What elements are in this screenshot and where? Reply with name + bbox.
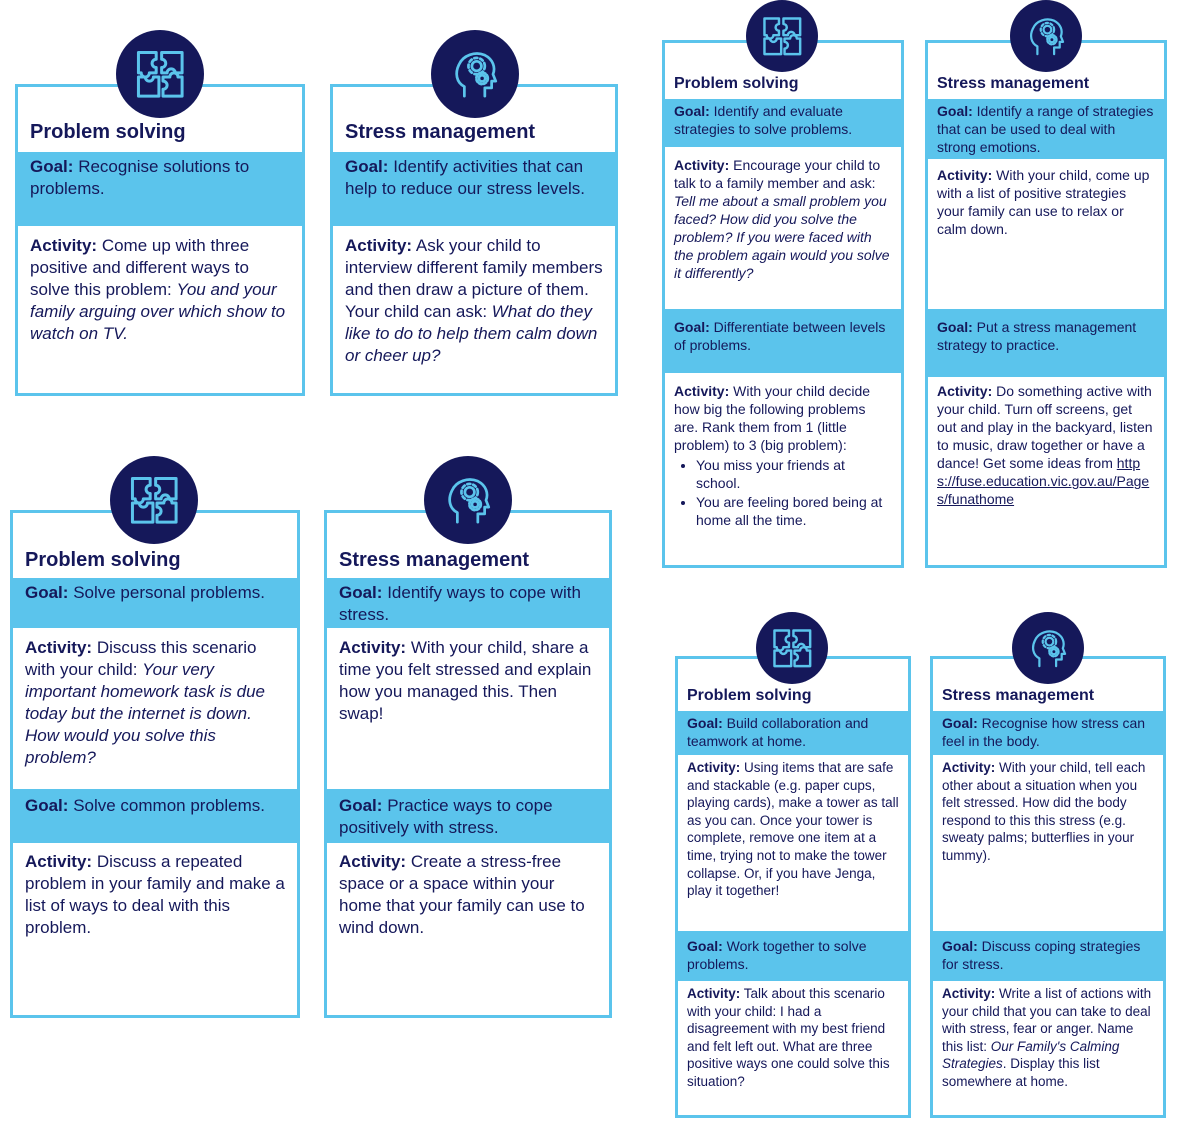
- card-title: Stress management: [339, 549, 530, 571]
- activity-block: [678, 757, 908, 927]
- goal-block: [665, 99, 901, 147]
- activity-questions: Tell me about a small problem you faced? How did you solve the problem? If you were faced with the problem again would you solve it differently?: [674, 193, 890, 281]
- activity-label: Activity:: [937, 383, 993, 399]
- activity-question: What do they like to do to help them calm down or cheer up?: [345, 302, 598, 365]
- puzzle-icon: [746, 0, 818, 72]
- goal-label: Goal:: [687, 938, 723, 954]
- list-item: • You miss your friends at school.: [696, 456, 892, 492]
- goal-block: [933, 711, 1163, 755]
- goal-block-2: [678, 931, 908, 981]
- goal-label: Goal:: [339, 583, 383, 602]
- activity-label: Activity:: [942, 986, 996, 1001]
- goal-text: Work together to solve problems.: [687, 938, 867, 972]
- card-title: Stress management: [345, 121, 536, 143]
- card-title: Problem solving: [674, 75, 799, 92]
- activity-scenario: You and your family arguing over which show to watch on TV.: [30, 280, 286, 343]
- goal-label: Goal:: [942, 938, 978, 954]
- activity-text: Ask your child to interview different family members and then draw a picture of them. Your child can ask:: [345, 236, 603, 321]
- activity-block-2: [665, 379, 901, 533]
- goal-label: Goal:: [687, 715, 723, 731]
- head-gears-icon: [431, 30, 519, 118]
- puzzle-icon: [116, 30, 204, 118]
- goal-text: Practice ways to cope positively with stress.: [339, 796, 553, 837]
- card-problem-solving-3: [662, 40, 904, 568]
- activity-text: Write a list of actions with your child that you can take to deal with stress, fear or anger. Name this list:: [942, 986, 1152, 1054]
- card-title: Stress management: [942, 687, 1095, 704]
- activity-label: Activity:: [674, 383, 730, 399]
- activity-block-2: [678, 983, 908, 1093]
- list-item: • You are feeling bored being at home all the time.: [696, 493, 892, 529]
- activity-text: Do something active with your child. Turn off screens, get out and play in the backyard, listen to music, draw together or have a dance! Get some ideas from: [937, 383, 1153, 471]
- problem-list: [674, 456, 892, 529]
- puzzle-icon: [756, 612, 828, 684]
- goal-text: Put a stress management strategy to practice.: [937, 319, 1137, 353]
- goal-block-2: [13, 789, 297, 843]
- goal-label: Goal:: [339, 796, 383, 815]
- goal-label: Goal:: [937, 103, 973, 119]
- goal-block: [13, 578, 297, 628]
- goal-text: Identify activities that can help to reduce our stress levels.: [345, 157, 586, 198]
- activity-text: Encourage your child to talk to a family member and ask:: [674, 157, 881, 191]
- goal-block: [333, 152, 615, 226]
- card-stress-management-3: [925, 40, 1167, 568]
- card-stress-management-1: [330, 84, 618, 396]
- list-name: Our Family's Calming Strategies: [942, 1038, 1120, 1072]
- activity-text: Discuss this scenario with your child:: [25, 638, 257, 679]
- funathome-link[interactable]: https://fuse.education.vic.gov.au/Pages/funathome: [937, 455, 1150, 507]
- activity-text: Come up with three positive and different ways to solve this problem:: [30, 236, 250, 299]
- goal-label: Goal:: [674, 103, 710, 119]
- activity-text: Discuss a repeated problem in your family and make a list of ways to deal with this problem.: [25, 852, 285, 937]
- activity-label: Activity:: [25, 852, 93, 871]
- goal-block-2: [933, 931, 1163, 981]
- activity-label: Activity:: [674, 157, 730, 173]
- activity-block: [13, 633, 297, 783]
- card-title: Problem solving: [25, 549, 181, 571]
- head-gears-icon: [1012, 612, 1084, 684]
- goal-text: Build collaboration and teamwork at home.: [687, 715, 869, 749]
- goal-block: [678, 711, 908, 755]
- activity-block: [665, 153, 901, 303]
- goal-label: Goal:: [345, 157, 389, 176]
- activity-block: [928, 163, 1164, 303]
- head-gears-icon: [1010, 0, 1082, 72]
- card-title: Problem solving: [687, 687, 812, 704]
- activity-text: With your child, share a time you felt stressed and explain how you managed this. Then swap!: [339, 638, 592, 723]
- activity-block-2: [933, 983, 1163, 1093]
- activity-label: Activity:: [942, 760, 996, 775]
- goal-label: Goal:: [30, 157, 74, 176]
- activity-label: Activity:: [937, 167, 993, 183]
- activity-text: With your child decide how big the following problems are. Rank them from 1 (little problem) to 3 (big problem):: [674, 383, 871, 453]
- activity-text: Using items that are safe and stackable (e.g. paper cups, playing cards), make a tower as tall as you can. Once your tower is complete, remove one item at a time, trying not to make the tower collapse. Or, if you have Jenga, play it together!: [687, 760, 899, 899]
- activity-block-2: [928, 379, 1164, 511]
- puzzle-icon: [110, 456, 198, 544]
- card-stress-management-4: [930, 656, 1166, 1118]
- activity-text: With your child, come up with a list of positive strategies your family can use to relax or calm down.: [937, 167, 1150, 237]
- activity-label: Activity:: [339, 638, 407, 657]
- goal-text: Recognise solutions to problems.: [30, 157, 250, 198]
- activity-label: Activity:: [25, 638, 93, 657]
- activity-block-2: [327, 847, 609, 943]
- activity-text: With your child, tell each other about a situation when you felt stressed. How did the body respond to this this stress (e.g. sweaty palms; butterflies in your tummy).: [942, 760, 1146, 863]
- activity-block: [933, 757, 1163, 927]
- activity-text: Create a stress-free space or a space within your home that your family can use to wind down.: [339, 852, 585, 937]
- goal-text: Solve common problems.: [73, 796, 265, 815]
- activity-block: [327, 633, 609, 783]
- goal-block: [327, 578, 609, 628]
- card-problem-solving-1: [15, 84, 305, 396]
- card-stress-management-2: [324, 510, 612, 1018]
- card-title: Problem solving: [30, 121, 186, 143]
- activity-label: Activity:: [345, 236, 413, 255]
- goal-label: Goal:: [942, 715, 978, 731]
- goal-label: Goal:: [937, 319, 973, 335]
- activity-label: Activity:: [339, 852, 407, 871]
- goal-label: Goal:: [25, 583, 69, 602]
- goal-block-2: [327, 789, 609, 843]
- goal-block: [18, 152, 302, 226]
- goal-block-2: [928, 309, 1164, 377]
- goal-text: Identify and evaluate strategies to solve problems.: [674, 103, 853, 137]
- card-title: Stress management: [937, 75, 1090, 92]
- goal-text: Discuss coping strategies for stress.: [942, 938, 1141, 972]
- activity-text-end: . Display this list somewhere at home.: [942, 1056, 1100, 1089]
- card-problem-solving-2: [10, 510, 300, 1018]
- activity-text: Talk about this scenario with your child: I had a disagreement with my best friend and felt left out. What are three positive ways one could solve this situation?: [687, 986, 890, 1089]
- goal-text: Solve personal problems.: [73, 583, 266, 602]
- head-gears-icon: [424, 456, 512, 544]
- goal-text: Recognise how stress can feel in the body.: [942, 715, 1146, 749]
- activity-block: [333, 231, 615, 371]
- activity-label: Activity:: [30, 236, 98, 255]
- goal-text: Identify a range of strategies that can be used to deal with strong emotions.: [937, 103, 1154, 155]
- activity-label: Activity:: [687, 760, 741, 775]
- activity-block-2: [13, 847, 297, 943]
- goal-label: Goal:: [674, 319, 710, 335]
- activity-scenario: Your very important homework task is due today but the internet is down. How would you solve this problem?: [25, 660, 265, 767]
- goal-text: Differentiate between levels of problems.: [674, 319, 886, 353]
- goal-block-2: [665, 309, 901, 373]
- activity-label: Activity:: [687, 986, 741, 1001]
- card-problem-solving-4: [675, 656, 911, 1118]
- goal-text: Identify ways to cope with stress.: [339, 583, 581, 624]
- goal-label: Goal:: [25, 796, 69, 815]
- activity-block: [18, 231, 302, 349]
- goal-block: [928, 99, 1164, 159]
